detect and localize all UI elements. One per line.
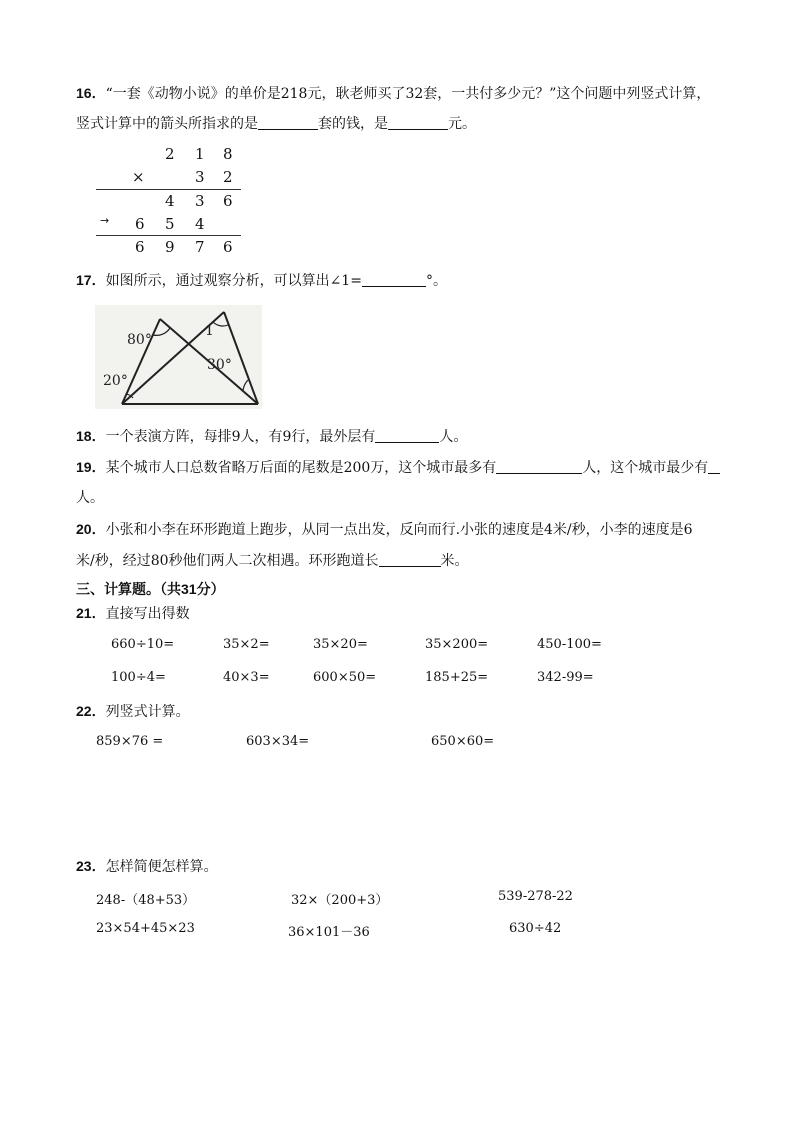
q22-item-2: 603×34= — [246, 734, 310, 749]
q18-line — [76, 427, 467, 446]
q21-number: 21． — [76, 605, 106, 621]
q16-text2c: 元。 — [448, 116, 476, 132]
vc-r5-d3: 7 — [195, 238, 205, 256]
q20-text1: 小张和小李在环形跑道上跑步，从同一点出发，反向而行.小张的速度是4米/秒，小李的速度是6 — [105, 522, 693, 538]
q19-blank-1[interactable] — [496, 459, 582, 474]
q16-text2a: 竖式计算中的箭头所指求的是 — [76, 116, 258, 132]
vc-arrow-icon: → — [100, 214, 110, 227]
q23-title: 怎样简便怎样算。 — [105, 859, 218, 875]
vc-r1-d1: 2 — [165, 145, 175, 163]
q21-r2-item-1: 100÷4= — [111, 670, 166, 685]
q23-title-line — [76, 857, 218, 876]
q18-number: 18． — [76, 428, 106, 444]
vc-r1-d3: 8 — [223, 145, 233, 163]
q23-number: 23． — [76, 858, 106, 874]
vc-rule-2 — [96, 235, 241, 236]
q22-number: 22． — [76, 703, 106, 719]
q21-title-line — [76, 604, 190, 623]
angle-1-label: 1 — [205, 323, 214, 339]
q21-r2-item-4: 185+25= — [425, 670, 489, 685]
vc-r3-d2: 3 — [195, 192, 205, 210]
q16-vertical-calc — [96, 143, 244, 258]
vc-r3-d1: 4 — [165, 192, 175, 210]
q23-r1-item-3: 539-278-22 — [498, 889, 573, 904]
q23-r2-item-3: 630÷42 — [509, 921, 562, 936]
q16-text2b: 套的钱，是 — [318, 116, 388, 132]
q19-text1: 某个城市人口总数省略万后面的尾数是200万，这个城市最多有 — [105, 460, 497, 476]
q19-blank-2[interactable] — [708, 459, 720, 474]
vc-r4-d1: 6 — [135, 215, 145, 233]
q20-text2: 米/秒，经过80秒他们两人二次相遇。环形跑道长 — [76, 553, 379, 569]
q22-item-3: 650×60= — [431, 734, 495, 749]
q19-line2 — [76, 489, 104, 507]
q17-suffix: °。 — [425, 273, 447, 289]
q19-line1 — [76, 458, 720, 477]
vc-r4-d3: 4 — [195, 215, 205, 233]
q16-blank-1[interactable] — [258, 115, 318, 130]
angle-30-label: 30° — [207, 357, 232, 373]
q22-title-line — [76, 702, 190, 721]
q22-title: 列竖式计算。 — [105, 704, 190, 720]
vc-r5-d4: 6 — [223, 238, 233, 256]
vc-r2-d1: 3 — [195, 168, 205, 186]
section-3-title: 三、计算题。（共31分） — [76, 581, 225, 597]
q23-r1-item-1: 248-（48+53） — [96, 893, 196, 908]
q18-blank[interactable] — [375, 428, 439, 443]
q21-r1-item-1: 660÷10= — [111, 637, 175, 652]
q17-number: 17． — [76, 272, 106, 288]
q20-line1 — [76, 520, 693, 539]
vc-r5-d1: 6 — [135, 238, 145, 256]
vc-times-sign: × — [132, 168, 145, 186]
q20-suffix: 米。 — [440, 553, 469, 569]
vc-r2-d2: 2 — [223, 168, 233, 186]
q21-r1-item-5: 450-100= — [537, 637, 602, 652]
q21-r2-item-3: 600×50= — [313, 670, 377, 685]
vc-r3-d3: 6 — [223, 192, 233, 210]
q16-line2 — [76, 115, 476, 133]
q19-text1b: 人，这个城市最少有 — [582, 460, 709, 476]
vc-r5-d2: 9 — [165, 238, 175, 256]
vc-rule-1 — [96, 189, 241, 190]
vc-r1-d2: 1 — [195, 145, 205, 163]
q18-text: 一个表演方阵，每排9人，有9行，最外层有 — [105, 429, 376, 445]
q19-text2: 人。 — [76, 490, 104, 506]
q18-suffix: 人。 — [439, 429, 468, 445]
angle-80-label: 80° — [127, 332, 152, 348]
q20-number: 20． — [76, 521, 106, 537]
q17-text: 如图所示，通过观察分析，可以算出∠1= — [105, 273, 362, 289]
q20-line2 — [76, 552, 469, 570]
q16-number: 16． — [76, 85, 106, 101]
vc-r4-d2: 5 — [165, 215, 175, 233]
q21-r2-item-5: 342-99= — [537, 670, 594, 685]
q17-blank[interactable] — [362, 272, 426, 287]
q16-blank-2[interactable] — [388, 115, 448, 130]
q16-line1 — [76, 84, 710, 103]
q17-triangle-figure — [95, 305, 262, 409]
q20-blank[interactable] — [379, 552, 441, 567]
q19-number: 19． — [76, 459, 106, 475]
q23-r2-item-2: 36×101－36 — [288, 925, 370, 940]
q21-r2-item-2: 40×3= — [223, 670, 270, 685]
angle-20-label: 20° — [103, 373, 128, 389]
q23-r1-item-2: 32×（200+3） — [291, 893, 389, 908]
q21-title: 直接写出得数 — [105, 606, 190, 622]
q21-r1-item-3: 35×20= — [313, 637, 368, 652]
q16-text1: “一套《动物小说》的单价是218元，耿老师买了32套，一共付多少元？”这个问题中列竖式计算， — [105, 86, 711, 102]
q23-r2-item-1: 23×54+45×23 — [96, 921, 195, 936]
q22-item-1: 859×76 = — [96, 734, 164, 749]
q17-line — [76, 271, 447, 290]
q21-r1-item-4: 35×200= — [425, 637, 489, 652]
q21-r1-item-2: 35×2= — [223, 637, 270, 652]
